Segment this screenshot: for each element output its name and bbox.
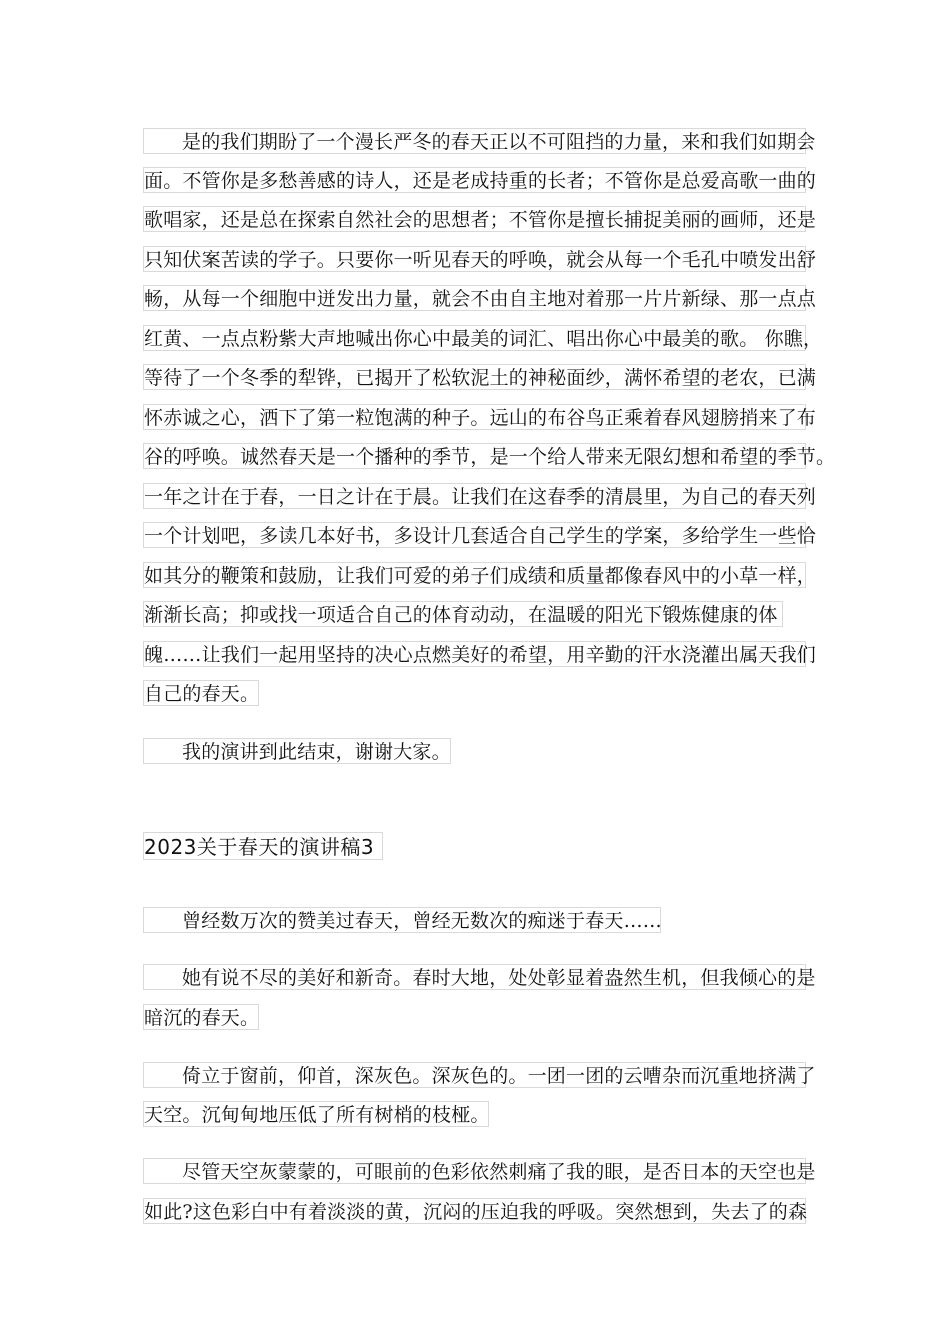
section-heading: 2023关于春天的演讲稿3 [143,832,383,860]
paragraph-line: 谷的呼唤。诚然春天是一个播种的季节，是一个给人带来无限幻想和希望的季节。 [143,443,806,469]
paragraph-line: 如其分的鞭策和鼓励，让我们可爱的弟子们成绩和质量都像春风中的小草一样， [143,562,806,588]
paragraph-line: 天空。沉甸甸地压低了所有树梢的枝桠。 [143,1101,489,1127]
paragraph-line: 畅，从每一个细胞中迸发出力量，就会不由自主地对着那一片片新绿、那一点点 [143,285,806,311]
closing-line: 我的演讲到此结束，谢谢大家。 [143,738,451,764]
paragraph-line: 面。不管你是多愁善感的诗人，还是老成持重的长者；不管你是总爱高歌一曲的 [143,167,806,193]
paragraph-line: 曾经数万次的赞美过春天，曾经无数次的痴迷于春天…… [143,907,661,933]
paragraph-line: 倚立于窗前，仰首，深灰色。深灰色的。一团一团的云嘈杂而沉重地挤满了 [143,1062,806,1088]
paragraph-line: 她有说不尽的美好和新奇。春时大地，处处彰显着盎然生机，但我倾心的是 [143,964,806,990]
paragraph-line: 红黄、一点点粉紫大声地喊出你心中最美的词汇、唱出你心中最美的歌。 你瞧， [143,325,806,351]
paragraph-line: 一年之计在于春，一日之计在于晨。让我们在这春季的清晨里，为自己的春天列 [143,483,806,509]
paragraph-line: 自己的春天。 [143,680,259,706]
paragraph-line: 尽管天空灰蒙蒙的，可眼前的色彩依然刺痛了我的眼，是否日本的天空也是 [143,1158,806,1184]
paragraph-line: 一个计划吧，多读几本好书，多设计几套适合自己学生的学案，多给学生一些恰 [143,522,806,548]
paragraph-line: 只知伏案苦读的学子。只要你一听见春天的呼唤，就会从每一个毛孔中喷发出舒 [143,246,806,272]
paragraph-line: 等待了一个冬季的犁铧，已揭开了松软泥土的神秘面纱，满怀希望的老农，已满 [143,364,806,390]
paragraph-line: 魄……让我们一起用坚持的决心点燃美好的希望，用辛勤的汗水浇灌出属天我们 [143,641,806,667]
paragraph-line: 怀赤诚之心，洒下了第一粒饱满的种子。远山的布谷鸟正乘着春风翅膀捎来了布 [143,404,806,430]
paragraph-line: 暗沉的春天。 [143,1004,259,1030]
paragraph-line: 渐渐长高；抑或找一项适合自己的体育动动，在温暖的阳光下锻炼健康的体 [143,601,783,627]
paragraph-line: 如此?这色彩白中有着淡淡的黄，沉闷的压迫我的呼吸。突然想到，失去了的森 [143,1198,806,1224]
paragraph-line: 歌唱家，还是总在探索自然社会的思想者；不管你是擅长捕捉美丽的画师，还是 [143,206,806,232]
paragraph-line: 是的我们期盼了一个漫长严冬的春天正以不可阻挡的力量，来和我们如期会 [143,128,806,154]
